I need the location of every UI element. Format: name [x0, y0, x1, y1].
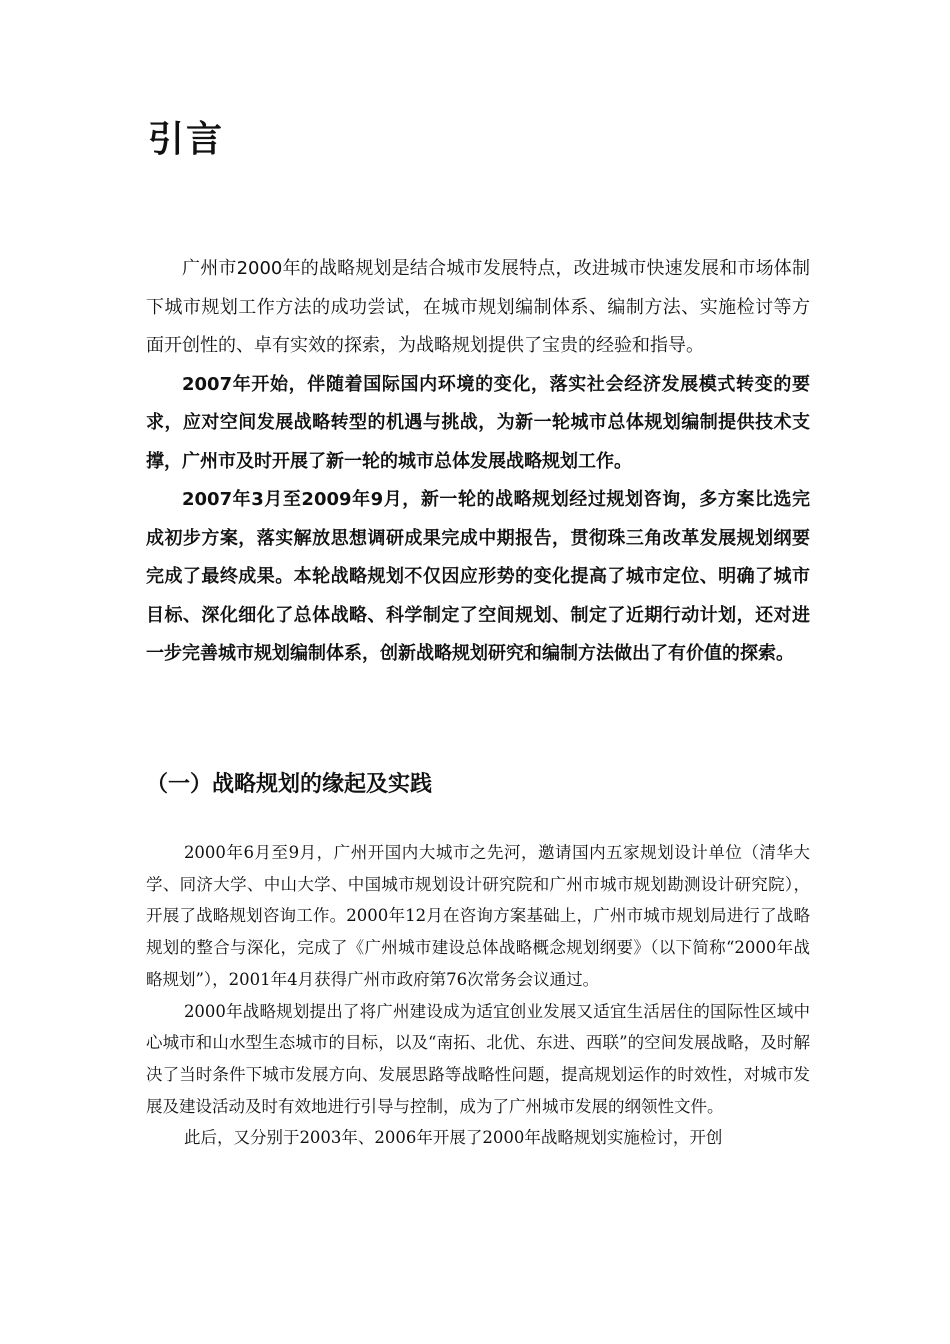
section-paragraph-3: 此后，又分别于2003年、2006年开展了2000年战略规划实施检讨，开创: [183, 1128, 723, 1148]
intro-paragraph-3: 2007年3月至2009年9月，新一轮的战略规划经过规划咨询，多方案比选完成初步方案，落实解放思想调研成果完成中期报告，贯彻珠三角改革发展规划纲要完成了最终成果。本轮战略规划不仅因应形势的变化提高了城市定位、明确了城市目标、深化细化了总体战略、科学制定了空间规划、制定了近期行动计划，还对进一步完善城市规划编制体系，创新战略规划研究和编制方法做出了有价值的探索。: [146, 489, 810, 664]
intro-body: [146, 250, 810, 674]
section-heading: （一）战略规划的缘起及实践: [146, 772, 433, 797]
intro-paragraph-2: 2007年开始，伴随着国际国内环境的变化，落实社会经济发展模式转变的要求，应对空间发展战略转型的机遇与挑战，为新一轮城市总体规划编制提供技术支撑，广州市及时开展了新一轮的城市总体发展战略规划工作。: [146, 373, 810, 472]
page-title: 引言: [148, 119, 225, 160]
intro-paragraph-1: 广州市2000年的战略规划是结合城市发展特点，改进城市快速发展和市场体制下城市规划工作方法的成功尝试，在城市规划编制体系、编制方法、实施检讨等方面开创性的、卓有实效的探索，为战略规划提供了宝贵的经验和指导。: [146, 258, 810, 356]
section-paragraph-2: 2000年战略规划提出了将广州建设成为适宜创业发展又适宜生活居住的国际性区域中心城市和山水型生态城市的目标，以及“南拓、北优、东进、西联”的空间发展战略，及时解决了当时条件下城市发展方向、发展思路等战略性问题，提高规划运作的时效性，对城市发展及建设活动及时有效地进行引导与控制，成为了广州城市发展的纲领性文件。: [146, 1001, 810, 1116]
section-paragraph-1: 2000年6月至9月，广州开国内大城市之先河，邀请国内五家规划设计单位（清华大学、同济大学、中山大学、中国城市规划设计研究院和广州市城市规划勘测设计研究院），开展了战略规划咨询工作。2000年12月在咨询方案基础上，广州市城市规划局进行了战略规划的整合与深化，完成了《广州城市建设总体战略概念规划纲要》（以下简称“2000年战略规划”），2001年4月获得广州市政府第76次常务会议通过。: [146, 843, 810, 989]
section-body: [146, 837, 810, 1154]
